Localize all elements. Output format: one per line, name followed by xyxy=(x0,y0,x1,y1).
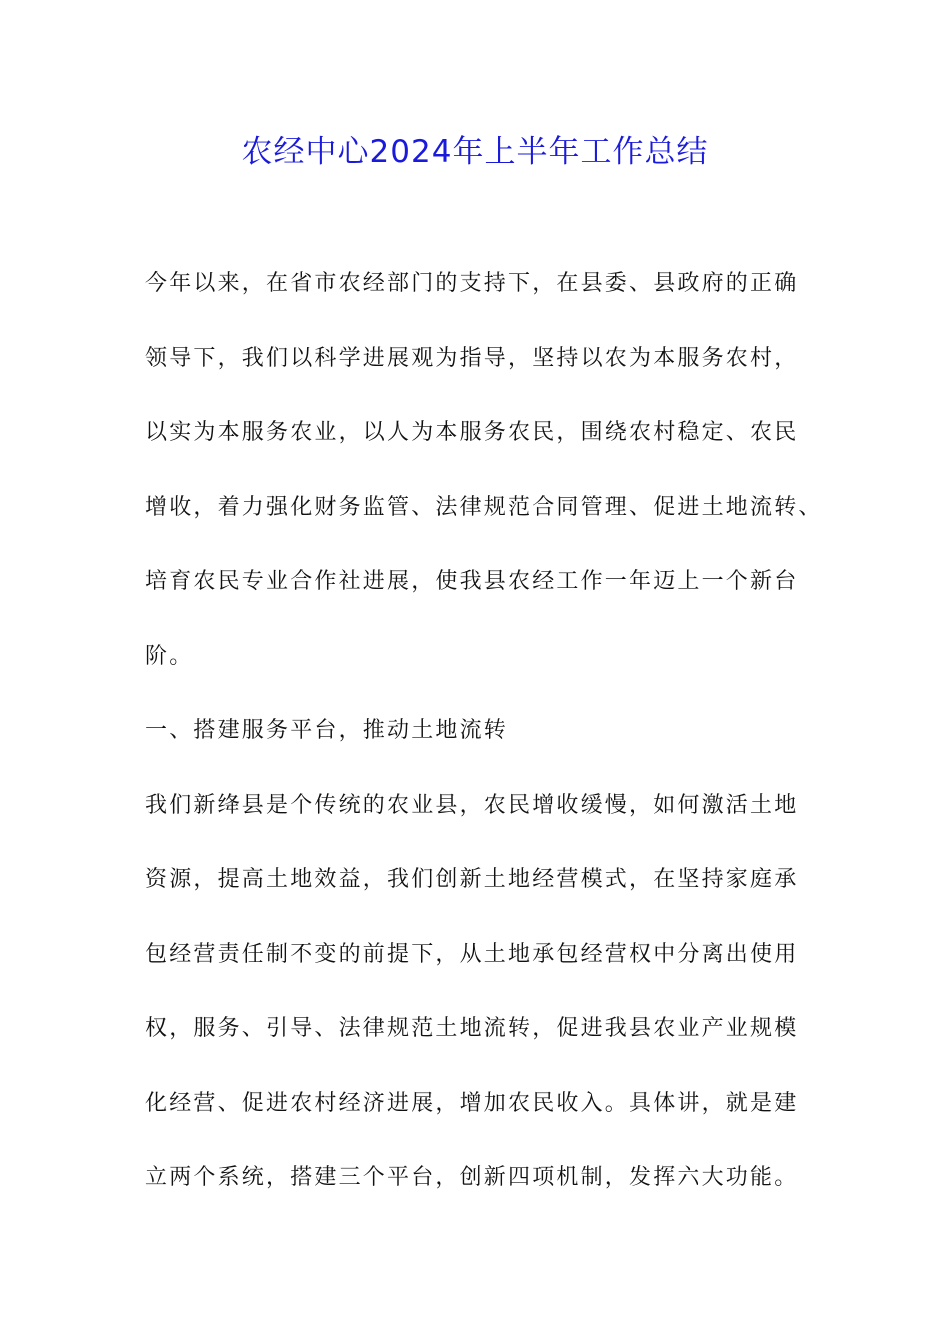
paragraph-line: 资源，提高土地效益，我们创新土地经营模式，在坚持家庭承 xyxy=(145,867,799,892)
document-title: 农经中心2024年上半年工作总结 xyxy=(241,134,709,170)
paragraph-line: 培育农民专业合作社进展，使我县农经工作一年迈上一个新台 xyxy=(145,569,799,594)
section-heading: 一、搭建服务平台，推动土地流转 xyxy=(145,718,509,743)
paragraph-line: 化经营、促进农村经济进展，增加农民收入。具体讲，就是建 xyxy=(145,1090,799,1116)
paragraph-line: 今年以来，在省市农经部门的支持下，在县委、县政府的正确 xyxy=(145,271,799,296)
paragraph-line: 我们新绛县是个传统的农业县，农民增收缓慢，如何激活土地 xyxy=(145,792,799,818)
document-body xyxy=(145,262,825,1231)
paragraph-line: 增收，着力强化财务监管、法律规范合同管理、促进土地流转、 xyxy=(145,494,823,520)
paragraph-line: 权，服务、引导、法律规范土地流转，促进我县农业产业规模 xyxy=(145,1016,799,1041)
paragraph-line: 以实为本服务农业，以人为本服务农民，围绕农村稳定、农民 xyxy=(145,420,799,445)
paragraph-line: 阶。 xyxy=(145,643,194,669)
paragraph-line: 包经营责任制不变的前提下，从土地承包经营权中分离出使用 xyxy=(145,941,799,967)
paragraph-line: 领导下，我们以科学进展观为指导，坚持以农为本服务农村， xyxy=(145,345,799,371)
paragraph-line: 立两个系统，搭建三个平台，创新四项机制，发挥六大功能。 xyxy=(145,1165,799,1190)
